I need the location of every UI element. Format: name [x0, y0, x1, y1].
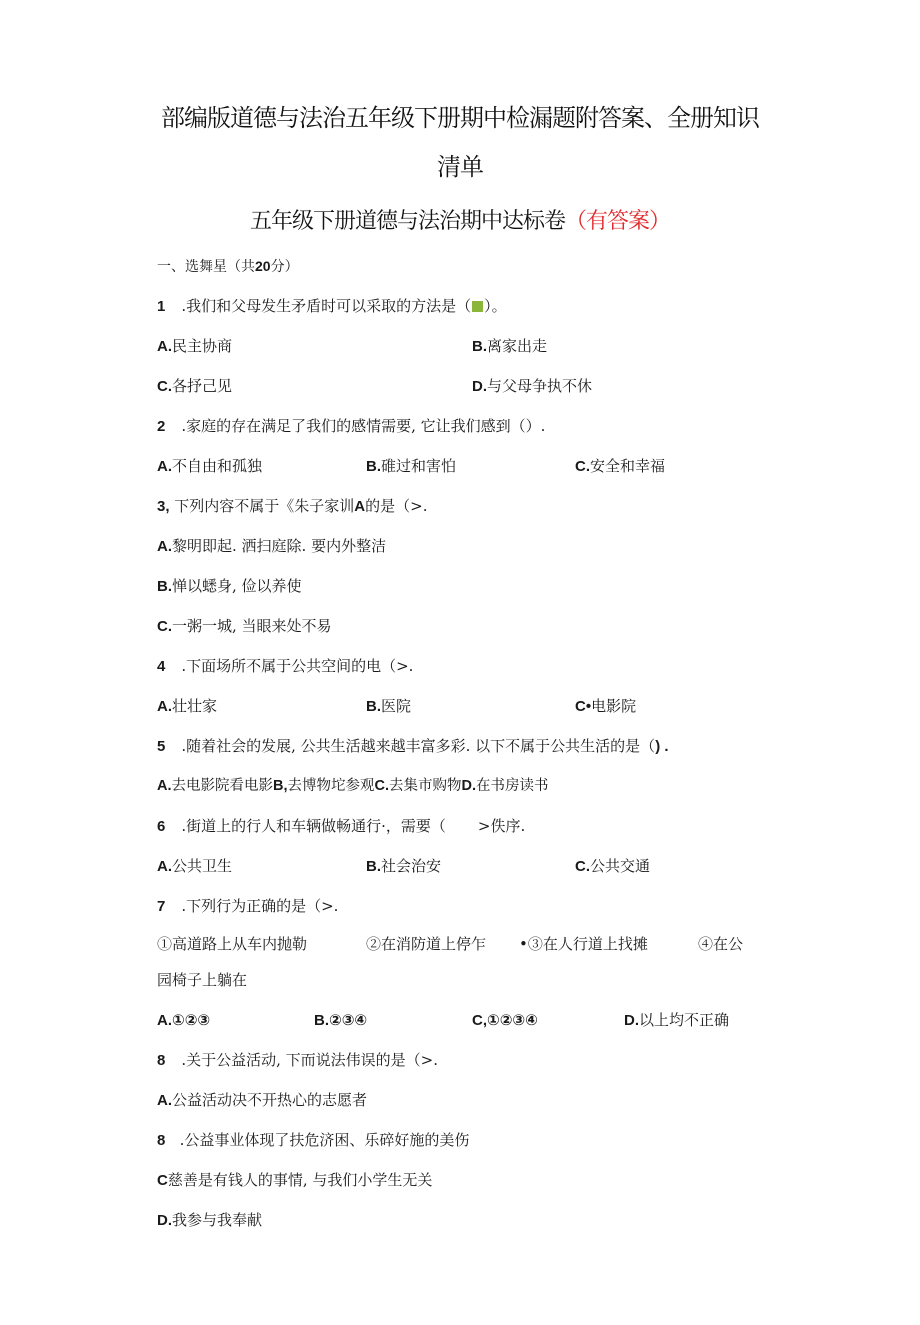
question-text-end: ）。	[484, 297, 507, 315]
option-text: 碓过和害怕	[381, 457, 457, 475]
option	[314, 1010, 367, 1031]
option-text: 电影院	[591, 697, 637, 715]
question-7	[157, 896, 338, 917]
option	[157, 696, 217, 717]
question-1	[157, 296, 507, 317]
option-text: 各抒己见	[172, 377, 233, 395]
option-label: C	[157, 1172, 168, 1189]
option	[575, 456, 665, 477]
option-label: A.	[157, 1092, 172, 1109]
option-label: A.	[157, 1012, 172, 1029]
option-text: 在书房读书	[476, 778, 549, 794]
option-text: 以上均不正确	[639, 1011, 730, 1029]
option-label: C•	[575, 698, 592, 715]
question-text: 下列内容不属于《朱子家训	[169, 497, 355, 515]
section-count: 20	[255, 258, 271, 274]
question-text: .下面场所不属于公共空间的电（>.	[181, 657, 414, 675]
option	[157, 1130, 469, 1151]
subtitle-answer-note: （有答案）	[565, 209, 671, 234]
option-text: 一粥一城, 当眼来处不易	[172, 617, 332, 635]
option-label: B.	[472, 338, 487, 355]
option	[366, 856, 441, 877]
option	[366, 456, 456, 477]
option-text: ①②③	[172, 1012, 211, 1029]
question-6	[157, 816, 525, 837]
question-text-end: 的是（>.	[365, 497, 428, 515]
option	[157, 856, 232, 877]
statement-item: ②在消防道上停乍	[366, 935, 487, 953]
option-text: 公共交通	[590, 857, 651, 875]
option-text: 社会治安	[381, 857, 442, 875]
option-label: D.	[624, 1012, 639, 1029]
option-label: D.	[157, 1212, 172, 1229]
option-text: 公共卫生	[172, 857, 233, 875]
option	[157, 376, 232, 397]
question-text: .随着社会的发展, 公共生活越来越丰富多彩. 以下不属于公共生活的是（	[181, 737, 656, 755]
question-number: 4	[157, 658, 166, 675]
question-text: .下列行为正确的是（>.	[181, 897, 339, 915]
option	[157, 1090, 367, 1111]
section-heading	[157, 256, 299, 277]
option-text: 惮以蟋身, 俭以养使	[172, 577, 302, 595]
option-text: .公益事业体现了扶危济困、乐碎好施的美伤	[165, 1131, 470, 1149]
document-title-line1: 部编版道德与法治五年级下册期中检漏题附答案、全册知识	[161, 104, 759, 132]
question-mark: A	[354, 498, 366, 515]
option-label: C.	[157, 618, 172, 635]
question-text-end: >佚序.	[477, 817, 526, 835]
option-label: C.	[575, 458, 590, 475]
question-2	[157, 416, 545, 437]
option	[157, 1210, 262, 1231]
option	[575, 696, 636, 717]
option-label: B.	[366, 858, 381, 875]
option-text: 离家出走	[487, 337, 548, 355]
statement-item-continued: 园椅子上躺在	[157, 971, 248, 989]
subtitle-main: 五年级下册道德与法治期中达标卷	[249, 209, 565, 234]
document-title-line2: 清单	[437, 153, 483, 181]
question-4	[157, 656, 413, 677]
option-label: D.	[461, 778, 476, 794]
question-number: 7	[157, 898, 166, 915]
option-text: ②③④	[329, 1012, 368, 1029]
section-prefix: 一、选舞星（共	[157, 259, 255, 275]
option-text: 我参与我奉献	[172, 1211, 263, 1229]
option	[472, 376, 592, 397]
option	[157, 336, 232, 357]
option-label: B,	[273, 778, 288, 794]
option	[157, 1170, 432, 1191]
option-text: 去集市购物	[389, 778, 462, 794]
statement-item: •③在人行道上找摊	[519, 935, 648, 953]
question-5	[157, 736, 669, 757]
option-text: 安全和幸福	[590, 457, 666, 475]
option-row	[157, 776, 549, 796]
option-label: A.	[157, 698, 172, 715]
answer-placeholder-box	[472, 301, 483, 312]
option-text: 不自由和孤独	[172, 457, 263, 475]
option	[472, 1010, 538, 1031]
question-text-end: ) .	[655, 738, 669, 755]
option-label: A.	[157, 538, 172, 555]
option-text: 民主协商	[172, 337, 233, 355]
option-text: 去电影院看电影	[171, 778, 273, 794]
option-label: B.	[314, 1012, 329, 1029]
option	[157, 1010, 210, 1031]
option	[575, 856, 650, 877]
question-text: .家庭的存在满足了我们的感情需要, 它让我们感到（）.	[181, 417, 546, 435]
option	[624, 1010, 729, 1031]
option-label: A.	[157, 458, 172, 475]
section-suffix: 分）	[270, 259, 299, 275]
option-text: 去博物坨参观	[287, 778, 375, 794]
option-text: 医院	[381, 697, 412, 715]
question-text: .关于公益活动, 下而说法伟误的是（>.	[181, 1051, 438, 1069]
option-text: 与父母争执不休	[487, 377, 593, 395]
question-text: .街道上的行人和车辆做畅通行·，需要（	[181, 817, 446, 835]
option-text: 公益活动决不开热心的志愿者	[172, 1091, 368, 1109]
option-label: B.	[157, 578, 172, 595]
option-label: 8	[157, 1132, 166, 1149]
question-number: 6	[157, 818, 166, 835]
option	[157, 536, 386, 557]
question-number: 2	[157, 418, 166, 435]
option	[472, 336, 547, 357]
option-label: A.	[157, 778, 172, 794]
statement-item: ④在公	[698, 935, 744, 953]
option	[157, 616, 332, 637]
option-text: 壮壮家	[172, 697, 218, 715]
question-number: 1	[157, 298, 166, 315]
option-label: B.	[366, 698, 381, 715]
option-label: B.	[366, 458, 381, 475]
subtitle	[120, 204, 800, 235]
option-text: ①②③④	[487, 1012, 538, 1029]
option-label: C.	[374, 778, 389, 794]
option-label: A.	[157, 338, 172, 355]
option	[157, 456, 262, 477]
question-number: 3,	[157, 498, 170, 515]
option	[366, 696, 411, 717]
option-label: C.	[575, 858, 590, 875]
option-label: C,	[472, 1012, 487, 1029]
question-3	[157, 496, 427, 517]
question-number: 5	[157, 738, 166, 755]
option	[157, 576, 302, 597]
option-label: A.	[157, 858, 172, 875]
option-label: D.	[472, 378, 487, 395]
statement-item: ①高道路上从车内抛勒	[157, 935, 308, 953]
question-text: .我们和父母发生矛盾时可以采取的方法是（	[181, 297, 472, 315]
option-text: 慈善是有钱人的事情, 与我们小学生无关	[167, 1171, 433, 1189]
option-label: C.	[157, 378, 172, 395]
option-text: 黎明即起. 洒扫庭除. 要内外整洁	[172, 537, 387, 555]
question-8	[157, 1050, 438, 1071]
question-number: 8	[157, 1052, 166, 1069]
